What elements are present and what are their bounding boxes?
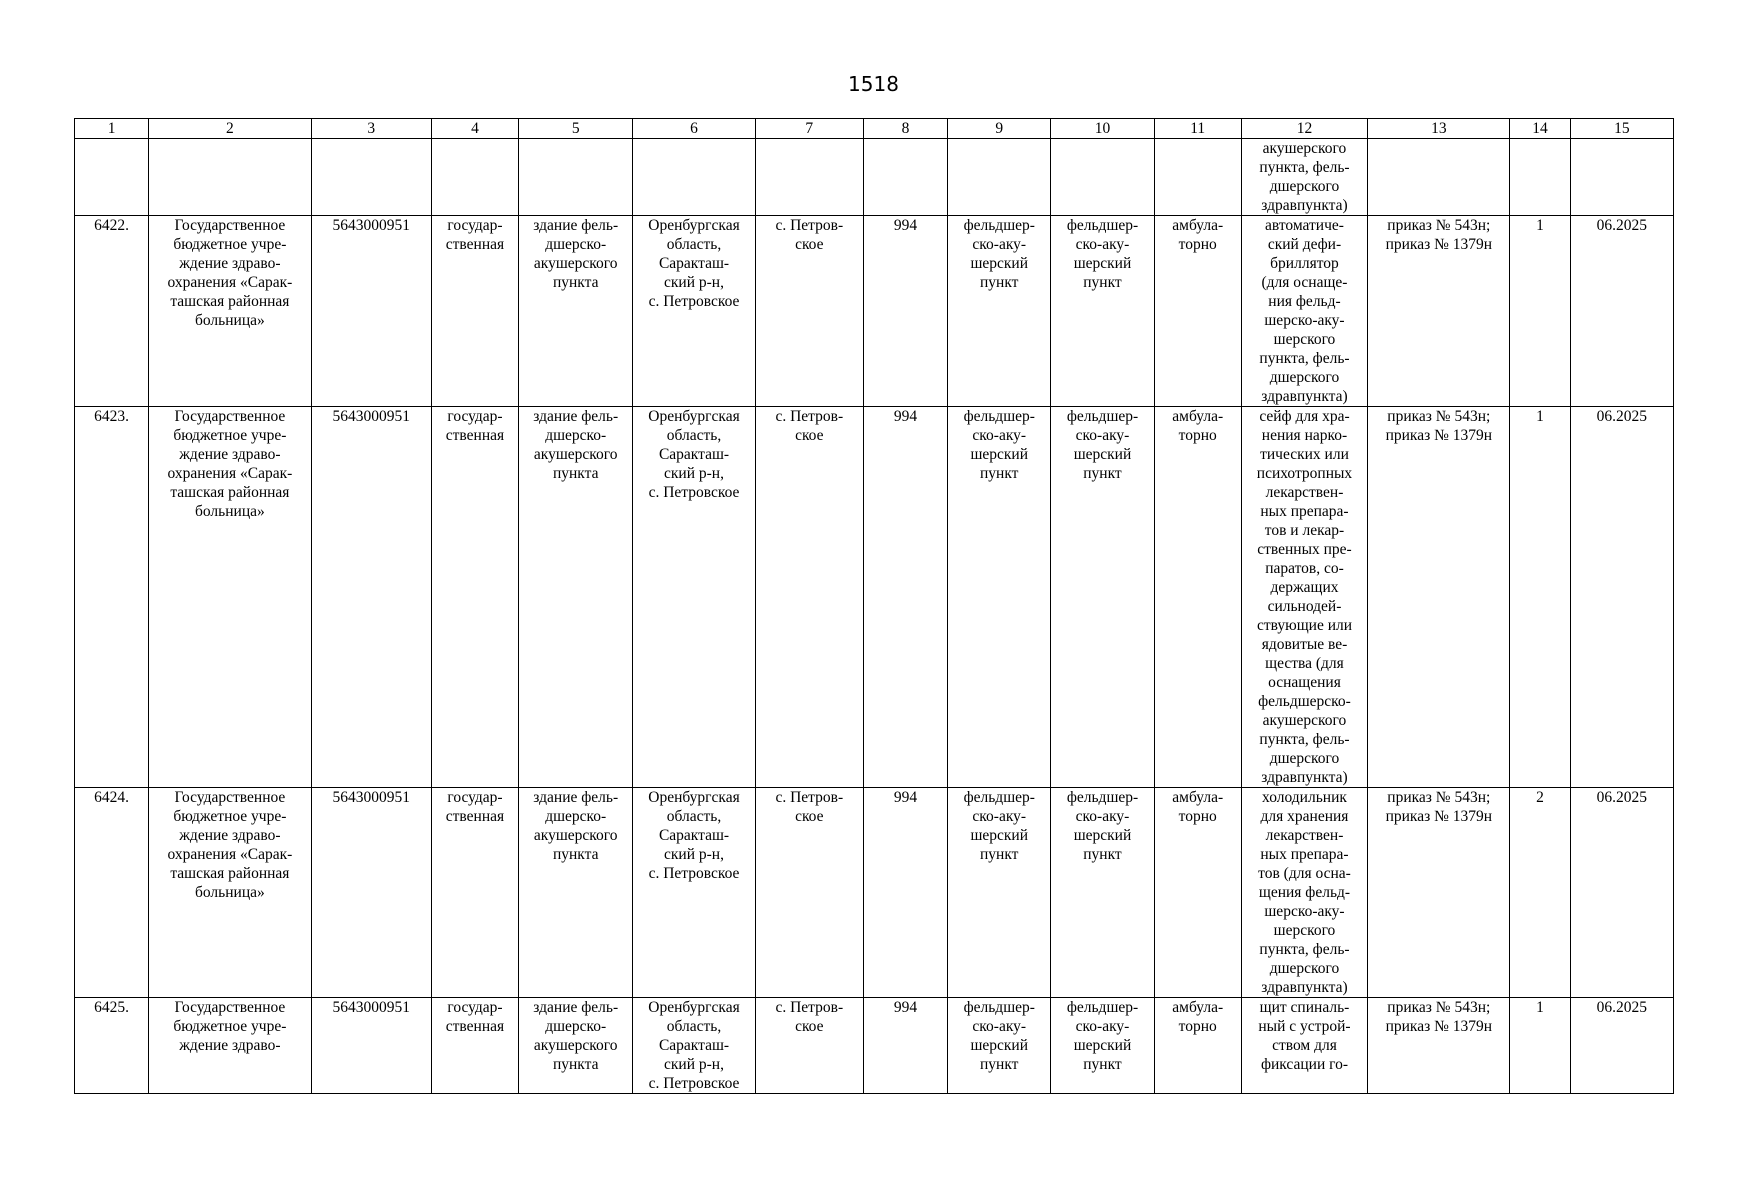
table-cell: холодильник для хранения лекарствен- ных препара- тов (для осна- щения фельд- шерско-аку- шерского пункта, фель- дшерского здравпункта) xyxy=(1241,788,1367,998)
column-header: 1 xyxy=(75,119,149,139)
table-cell: Оренбургская область, Саракташ- ский р-н, с. Петровское xyxy=(633,216,755,407)
column-header: 14 xyxy=(1510,119,1570,139)
table-cell: амбула- торно xyxy=(1154,407,1241,788)
table-cell: фельдшер- ско-аку- шерский пункт xyxy=(1051,407,1154,788)
table-cell xyxy=(75,139,149,216)
table-cell: фельдшер- ско-аку- шерский пункт xyxy=(1051,788,1154,998)
column-header: 15 xyxy=(1570,119,1673,139)
table-cell: акушерского пункта, фель- дшерского здравпункта) xyxy=(1241,139,1367,216)
table-cell: 6424. xyxy=(75,788,149,998)
table-cell: 6425. xyxy=(75,998,149,1094)
column-header: 8 xyxy=(863,119,947,139)
table-cell: фельдшер- ско-аку- шерский пункт xyxy=(948,216,1051,407)
table-cell: сейф для хра- нения нарко- тических или психотропных лекарствен- ных препара- тов и лекар- ственных пре- паратов, со- держащих сильнодей- ствующие или ядовитые ве- щества (для оснащения фельдшерско- акушерского пункта, фель- дшерского здравпункта) xyxy=(1241,407,1367,788)
continuation-row xyxy=(75,139,1674,216)
table-cell: с. Петров- ское xyxy=(755,998,863,1094)
column-header: 4 xyxy=(431,119,518,139)
table-cell xyxy=(1154,139,1241,216)
table-cell: 1 xyxy=(1510,216,1570,407)
table-cell: государ- ственная xyxy=(431,998,518,1094)
column-header: 13 xyxy=(1368,119,1510,139)
table-cell xyxy=(431,139,518,216)
table-row xyxy=(75,998,1674,1094)
table-cell: 06.2025 xyxy=(1570,216,1673,407)
table-cell: Государственное бюджетное учре- ждение здраво- xyxy=(149,998,311,1094)
table-cell: 1 xyxy=(1510,407,1570,788)
table-cell: фельдшер- ско-аку- шерский пункт xyxy=(1051,216,1154,407)
column-header: 11 xyxy=(1154,119,1241,139)
table-cell: приказ № 543н; приказ № 1379н xyxy=(1368,407,1510,788)
table-cell: 994 xyxy=(863,407,947,788)
table-cell: 06.2025 xyxy=(1570,998,1673,1094)
table-row xyxy=(75,216,1674,407)
table-cell: 06.2025 xyxy=(1570,788,1673,998)
column-header: 6 xyxy=(633,119,755,139)
column-header: 10 xyxy=(1051,119,1154,139)
table-cell: здание фель- дшерско- акушерского пункта xyxy=(519,216,633,407)
table-cell: Государственное бюджетное учре- ждение здраво- охранения «Сарак- ташская районная больница» xyxy=(149,788,311,998)
table-cell: 6423. xyxy=(75,407,149,788)
table-cell: 994 xyxy=(863,216,947,407)
column-header: 2 xyxy=(149,119,311,139)
table-row xyxy=(75,788,1674,998)
page-number: 1518 xyxy=(848,72,899,96)
table-cell: 994 xyxy=(863,788,947,998)
table-cell xyxy=(948,139,1051,216)
column-header: 7 xyxy=(755,119,863,139)
column-header: 5 xyxy=(519,119,633,139)
table-cell: амбула- торно xyxy=(1154,788,1241,998)
table-cell xyxy=(311,139,431,216)
table-cell: фельдшер- ско-аку- шерский пункт xyxy=(948,998,1051,1094)
table-cell: 1 xyxy=(1510,998,1570,1094)
table-cell: приказ № 543н; приказ № 1379н xyxy=(1368,998,1510,1094)
table-cell: здание фель- дшерско- акушерского пункта xyxy=(519,788,633,998)
table-row xyxy=(75,407,1674,788)
table-cell: государ- ственная xyxy=(431,407,518,788)
table-cell: Государственное бюджетное учре- ждение здраво- охранения «Сарак- ташская районная больница» xyxy=(149,407,311,788)
table-cell: 994 xyxy=(863,998,947,1094)
table-cell xyxy=(633,139,755,216)
table-cell: государ- ственная xyxy=(431,788,518,998)
table-cell xyxy=(1570,139,1673,216)
table-cell: приказ № 543н; приказ № 1379н xyxy=(1368,216,1510,407)
column-header: 12 xyxy=(1241,119,1367,139)
table-cell: щит спиналь- ный с устрой- ством для фиксации го- xyxy=(1241,998,1367,1094)
column-header: 3 xyxy=(311,119,431,139)
table-cell xyxy=(1368,139,1510,216)
table-cell: здание фель- дшерско- акушерского пункта xyxy=(519,407,633,788)
table-cell: 6422. xyxy=(75,216,149,407)
table-cell: приказ № 543н; приказ № 1379н xyxy=(1368,788,1510,998)
registry-table xyxy=(74,118,1674,1094)
table-cell: 5643000951 xyxy=(311,407,431,788)
table-cell: Государственное бюджетное учре- ждение здраво- охранения «Сарак- ташская районная больница» xyxy=(149,216,311,407)
table-cell xyxy=(1051,139,1154,216)
table-cell xyxy=(149,139,311,216)
header-row xyxy=(75,119,1674,139)
table-cell: 2 xyxy=(1510,788,1570,998)
table-cell: 5643000951 xyxy=(311,788,431,998)
table-cell: здание фель- дшерско- акушерского пункта xyxy=(519,998,633,1094)
column-header: 9 xyxy=(948,119,1051,139)
table-cell: 5643000951 xyxy=(311,216,431,407)
table-cell: с. Петров- ское xyxy=(755,216,863,407)
table-cell xyxy=(755,139,863,216)
table-cell: фельдшер- ско-аку- шерский пункт xyxy=(948,407,1051,788)
table-cell: 5643000951 xyxy=(311,998,431,1094)
table-cell: амбула- торно xyxy=(1154,998,1241,1094)
table-cell xyxy=(863,139,947,216)
table-cell: с. Петров- ское xyxy=(755,788,863,998)
table-cell xyxy=(1510,139,1570,216)
table-cell: автоматиче- ский дефи- бриллятор (для оснаще- ния фельд- шерско-аку- шерского пункта, фель- дшерского здравпункта) xyxy=(1241,216,1367,407)
table-cell: 06.2025 xyxy=(1570,407,1673,788)
table-cell: государ- ственная xyxy=(431,216,518,407)
table-cell: амбула- торно xyxy=(1154,216,1241,407)
table-cell: Оренбургская область, Саракташ- ский р-н, с. Петровское xyxy=(633,998,755,1094)
table-cell: Оренбургская область, Саракташ- ский р-н, с. Петровское xyxy=(633,788,755,998)
table-cell: с. Петров- ское xyxy=(755,407,863,788)
table-cell: фельдшер- ско-аку- шерский пункт xyxy=(948,788,1051,998)
table-cell: фельдшер- ско-аку- шерский пункт xyxy=(1051,998,1154,1094)
table-cell: Оренбургская область, Саракташ- ский р-н, с. Петровское xyxy=(633,407,755,788)
table-cell xyxy=(519,139,633,216)
